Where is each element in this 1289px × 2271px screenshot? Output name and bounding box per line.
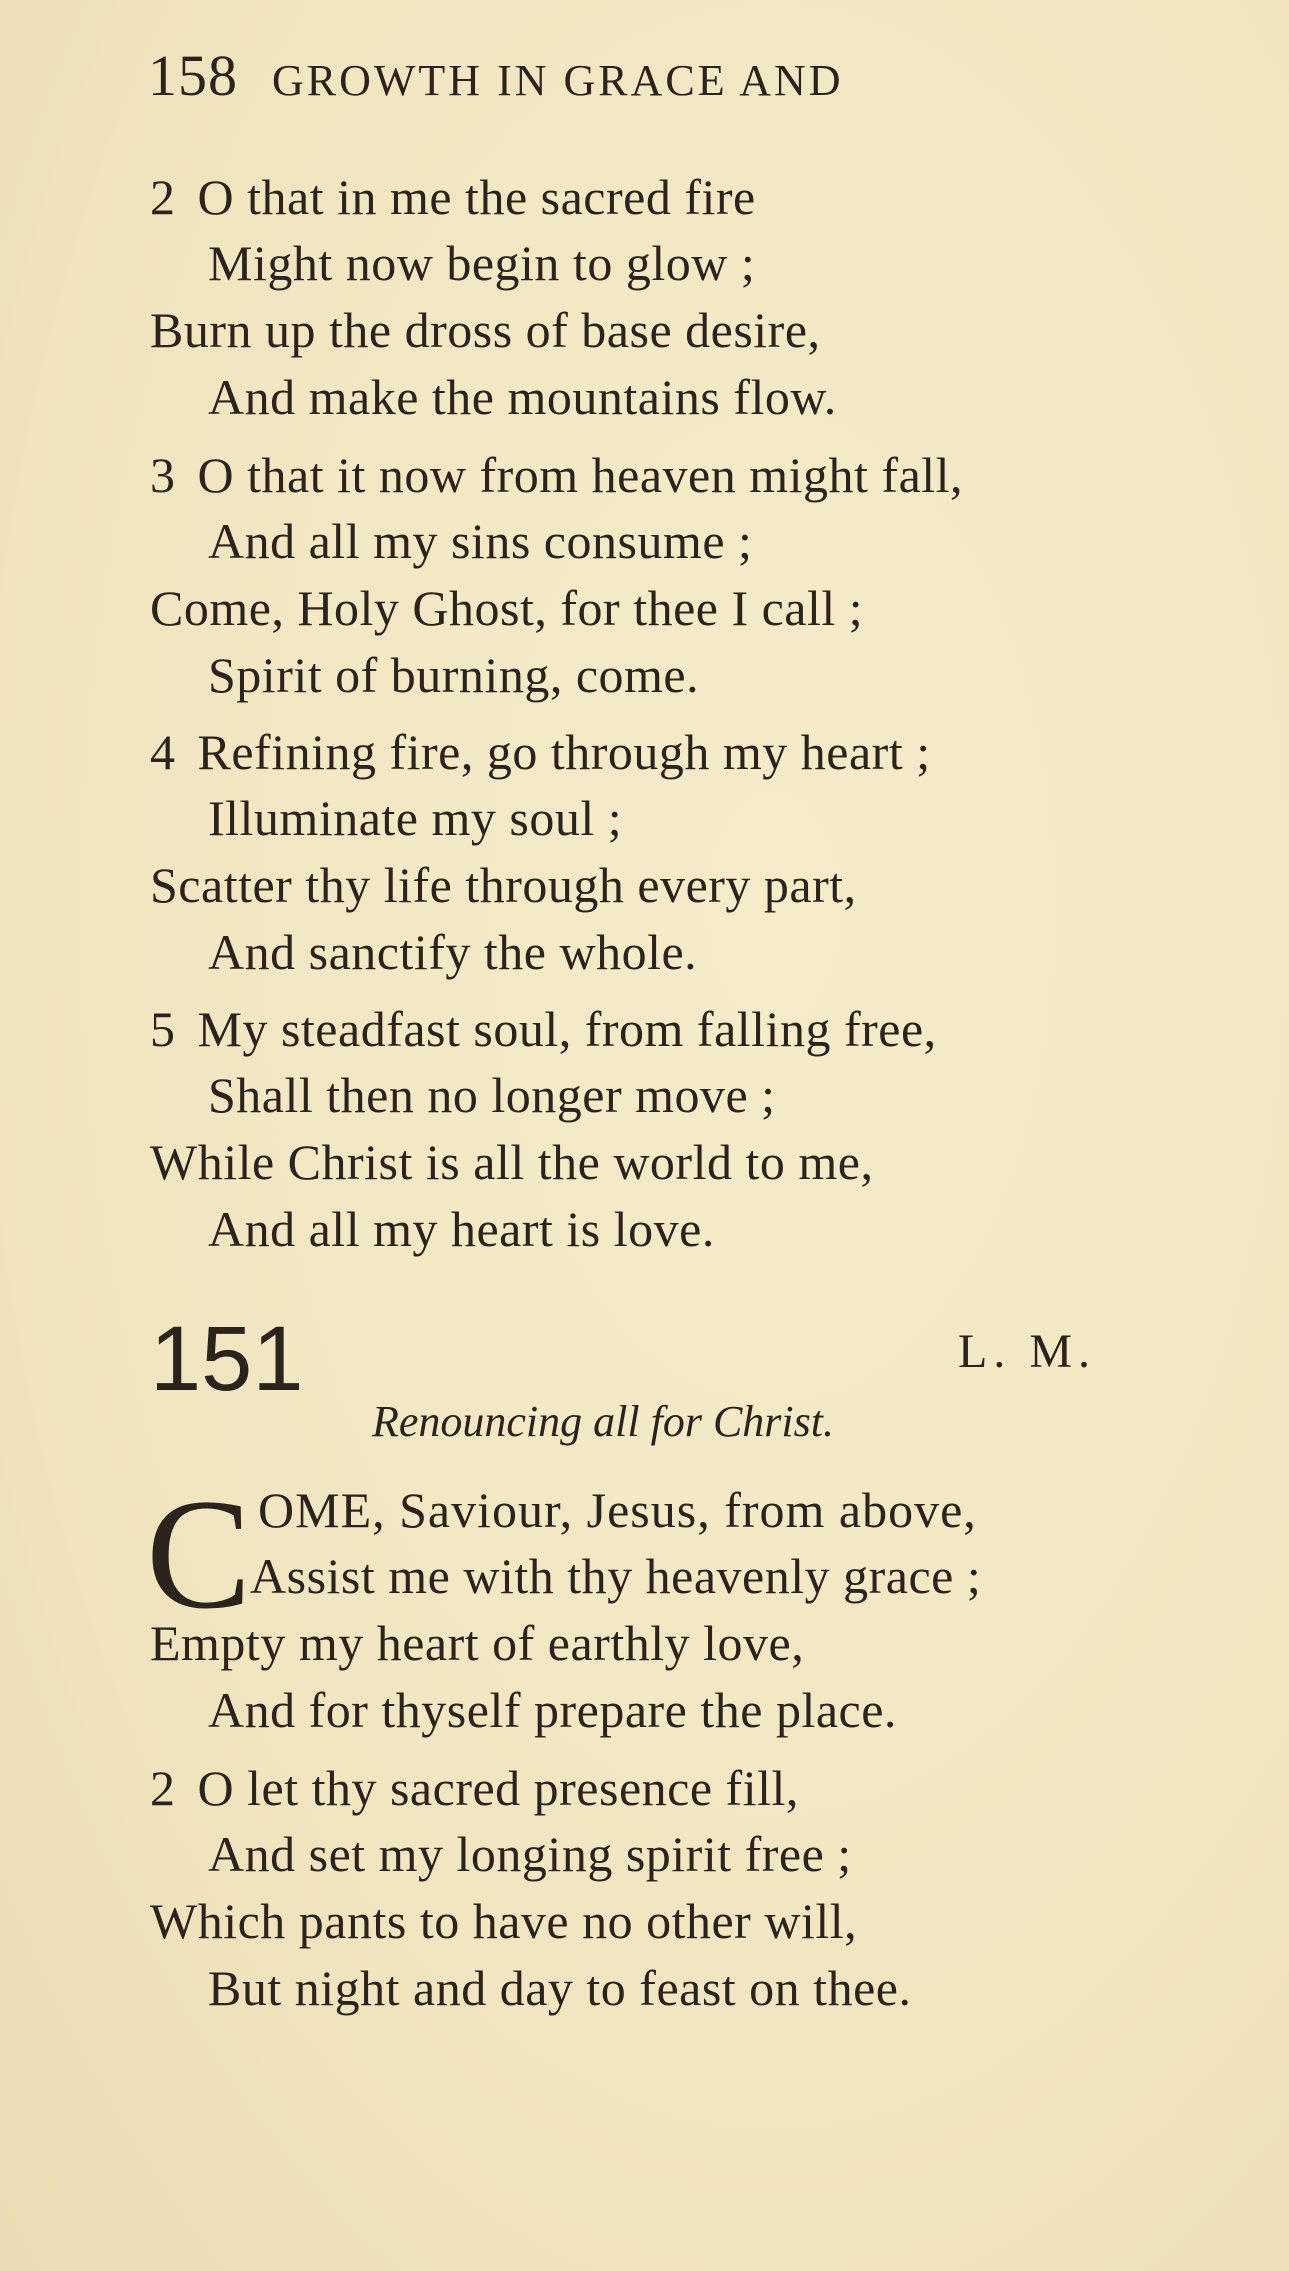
stanza-number: 2 — [150, 1760, 176, 1816]
verse-text: O that in me the sacred fire — [197, 169, 756, 225]
stanza-line: Spirit of burning, come. — [208, 647, 700, 703]
stanza-line: Illuminate my soul ; — [208, 790, 623, 846]
stanza-line: Might now begin to glow ; — [208, 235, 756, 291]
stanza-line: Burn up the dross of base desire, — [150, 302, 821, 358]
hymn-number: 151 — [150, 1308, 304, 1410]
stanza-line: Which pants to have no other will, — [150, 1893, 858, 1949]
stanza-line: OME, Saviour, Jesus, from above, — [258, 1482, 977, 1538]
stanza-line — [150, 169, 756, 225]
running-title: GROWTH IN GRACE AND — [272, 56, 844, 105]
stanza-line: Scatter thy life through every part, — [150, 857, 857, 913]
stanza-line: And all my heart is love. — [208, 1201, 715, 1257]
stanza-number: 2 — [150, 169, 176, 225]
stanza-line: Shall then no longer move ; — [208, 1067, 776, 1123]
verse-text: Refining fire, go through my heart ; — [197, 724, 931, 780]
hymn-meter: L. M. — [958, 1325, 1096, 1378]
stanza-number: 3 — [150, 447, 176, 503]
stanza-line: Empty my heart of earthly love, — [150, 1615, 805, 1671]
stanza-line: While Christ is all the world to me, — [150, 1134, 874, 1190]
verse-text: O let thy sacred presence fill, — [197, 1760, 799, 1816]
stanza-line: And make the mountains flow. — [208, 369, 837, 425]
verse-text: O that it now from heaven might fall, — [197, 447, 964, 503]
drop-cap: C — [146, 1467, 252, 1642]
verse-text: My steadfast soul, from falling free, — [197, 1001, 937, 1057]
stanza-number: 4 — [150, 724, 176, 780]
stanza-line: Come, Holy Ghost, for thee I call ; — [150, 580, 864, 636]
stanza-line: And all my sins consume ; — [208, 513, 753, 569]
stanza-line — [150, 1760, 799, 1816]
stanza-line: And for thyself prepare the place. — [208, 1682, 897, 1738]
stanza-line — [150, 1001, 937, 1057]
stanza-line: And set my longing spirit free ; — [208, 1826, 852, 1882]
stanza-number: 5 — [150, 1001, 176, 1057]
stanza-line — [150, 447, 964, 503]
hymn-title: Renouncing all for Christ. — [372, 1397, 834, 1446]
stanza-line: But night and day to feast on thee. — [208, 1960, 912, 2016]
page-number: 158 — [148, 43, 238, 108]
stanza-line — [150, 724, 931, 780]
stanza-line: And sanctify the whole. — [208, 924, 698, 980]
page-header — [148, 42, 844, 109]
stanza-line: Assist me with thy heavenly grace ; — [250, 1548, 982, 1604]
